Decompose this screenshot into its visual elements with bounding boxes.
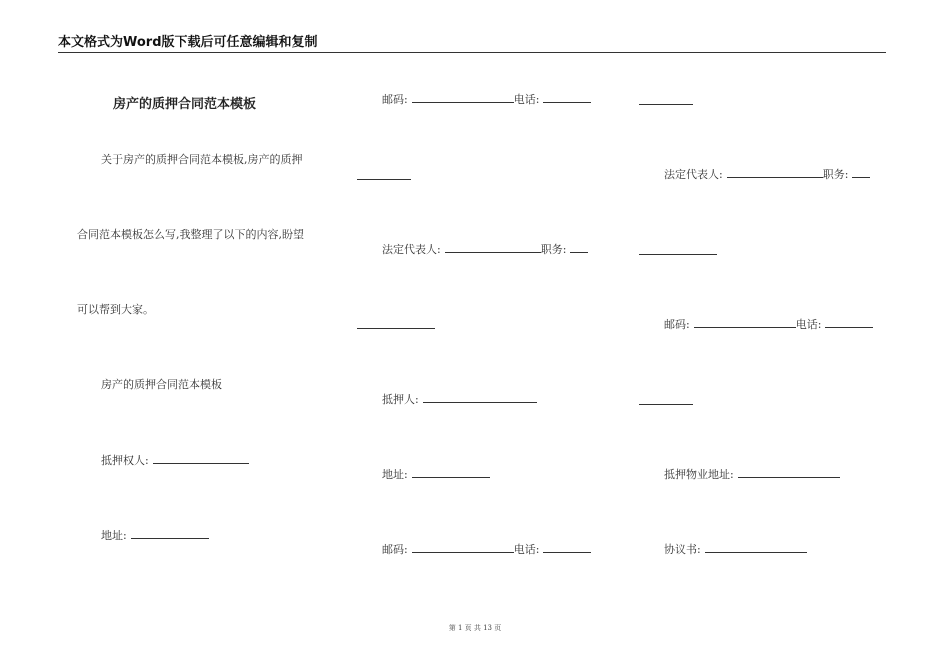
legal-rep-label: 法定代表人:	[664, 168, 723, 181]
header-rule	[58, 52, 886, 53]
legal-rep-label: 法定代表人:	[382, 243, 441, 256]
position-label: 职务:	[540, 243, 567, 256]
legal-rep-field-2	[664, 167, 870, 182]
postcode-phone-field-2	[382, 542, 591, 557]
continuation-rule-4	[639, 254, 717, 255]
page-footer: 第 1 页 共 13 页	[448, 624, 502, 632]
section-subtitle: 房产的质押合同范本模板	[101, 378, 222, 391]
phone-label: 电话:	[795, 318, 822, 331]
postcode-phone-field-1	[382, 92, 591, 107]
mortgagee-address-field	[101, 528, 209, 543]
property-address-label: 抵押物业地址:	[664, 468, 734, 481]
phone-blank	[543, 92, 591, 103]
postcode-blank	[412, 542, 514, 553]
agreement-blank	[705, 542, 807, 553]
document-title: 房产的质押合同范本模板	[113, 97, 257, 112]
mortgagee-label: 抵押权人:	[101, 454, 149, 467]
postcode-blank	[694, 317, 796, 328]
mortgagor-blank	[423, 392, 537, 403]
phone-label: 电话:	[513, 93, 540, 106]
legal-rep-blank	[445, 242, 541, 253]
document-header: 本文格式为Word版下载后可任意编辑和复制	[58, 35, 318, 50]
mortgagee-field	[101, 453, 249, 468]
property-address-blank	[738, 467, 840, 478]
intro-line-1: 关于房产的质押合同范本模板,房产的质押	[101, 153, 303, 166]
phone-blank	[543, 542, 591, 553]
agreement-label: 协议书:	[664, 543, 701, 556]
continuation-rule-5	[639, 404, 693, 405]
postcode-label: 邮码:	[382, 543, 408, 556]
intro-line-3: 可以帮到大家。	[77, 303, 154, 316]
address-blank	[412, 467, 490, 478]
continuation-rule-2	[357, 328, 435, 329]
mortgagor-address-field	[382, 467, 490, 482]
position-blank	[852, 167, 870, 178]
intro-line-2: 合同范本模板怎么写,我整理了以下的内容,盼望	[77, 228, 304, 241]
continuation-rule-3	[639, 104, 693, 105]
mortgagor-field	[382, 392, 537, 407]
phone-blank	[825, 317, 873, 328]
agreement-field	[664, 542, 807, 557]
address-label: 地址:	[382, 468, 408, 481]
postcode-label: 邮码:	[664, 318, 690, 331]
postcode-phone-field-3	[664, 317, 873, 332]
legal-rep-field-1	[382, 242, 588, 257]
mortgagee-blank	[153, 453, 249, 464]
continuation-rule-1	[357, 179, 411, 180]
postcode-label: 邮码:	[382, 93, 408, 106]
mortgagor-label: 抵押人:	[382, 393, 419, 406]
position-label: 职务:	[822, 168, 849, 181]
address-blank	[131, 528, 209, 539]
position-blank	[570, 242, 588, 253]
postcode-blank	[412, 92, 514, 103]
property-address-field	[664, 467, 840, 482]
phone-label: 电话:	[513, 543, 540, 556]
legal-rep-blank	[727, 167, 823, 178]
address-label: 地址:	[101, 529, 127, 542]
